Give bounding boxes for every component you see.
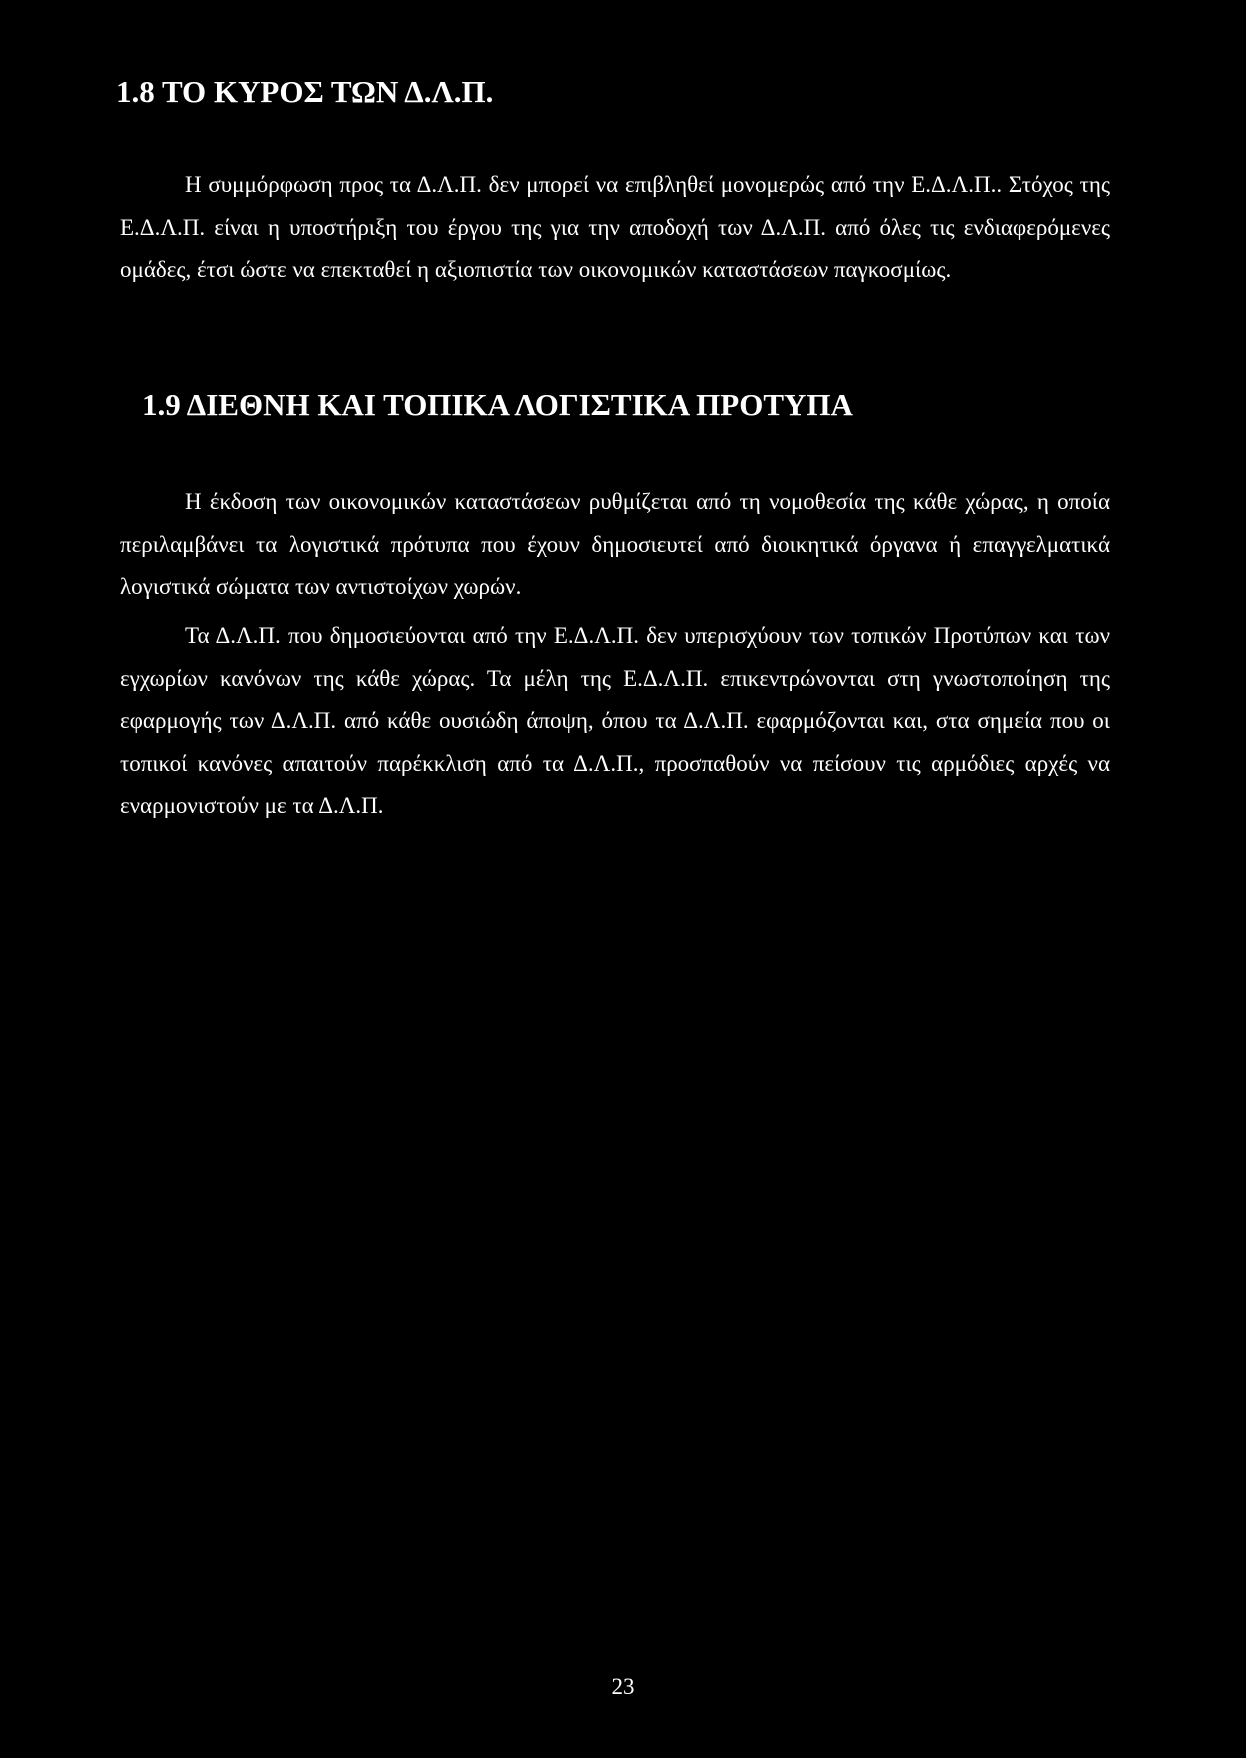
- page-number: 23: [611, 1674, 635, 1699]
- section-1-9-paragraph-1: Η έκδοση των οικονομικών καταστάσεων ρυθμίζεται από τη νομοθεσία της κάθε χώρας, η οποία περιλαμβάνει τα λογιστικά πρότυπα που έχουν δημοσιευτεί από διοικητικά όργανα ή επαγγελματικά λογιστικά σώματα των αντιστοίχων χωρών.: [120, 489, 1110, 599]
- section-heading-1-9: 1.9 ΔΙΕΘΝΗ ΚΑΙ ΤΟΠΙΚΑ ΛΟΓΙΣΤΙΚΑ ΠΡΟΤΥΠΑ: [142, 387, 853, 422]
- section-heading-1-8: 1.8 ΤΟ ΚΥΡΟΣ ΤΩΝ Δ.Λ.Π.: [116, 74, 494, 109]
- section-1-8-paragraph: Η συμμόρφωση προς τα Δ.Λ.Π. δεν μπορεί να επιβληθεί μονομερώς από την Ε.Δ.Λ.Π.. Στόχος της Ε.Δ.Λ.Π. είναι η υποστήριξη του έργου της για την αποδοχή των Δ.Λ.Π. από όλες τις ενδιαφερόμενες ομάδες, έτσι ώστε να επεκταθεί η αξιοπιστία των οικονομικών καταστάσεων παγκοσμίως.: [120, 172, 1110, 282]
- section-1-9-paragraph-2: Τα Δ.Λ.Π. που δημοσιεύονται από την Ε.Δ.Λ.Π. δεν υπερισχύουν των τοπικών Προτύπων και των εγχωρίων κανόνων της κάθε χώρας. Τα μέλη της Ε.Δ.Λ.Π. επικεντρώνονται στη γνωστοποίηση της εφαρμογής των Δ.Λ.Π. από κάθε ουσιώδη άποψη, όπου τα Δ.Λ.Π. εφαρμόζονται και, στα σημεία που οι τοπικοί κανόνες απαιτούν παρέκκλιση από τα Δ.Λ.Π., προσπαθούν να πείσουν τις αρμόδιες αρχές να εναρμονιστούν με τα Δ.Λ.Π.: [120, 623, 1110, 818]
